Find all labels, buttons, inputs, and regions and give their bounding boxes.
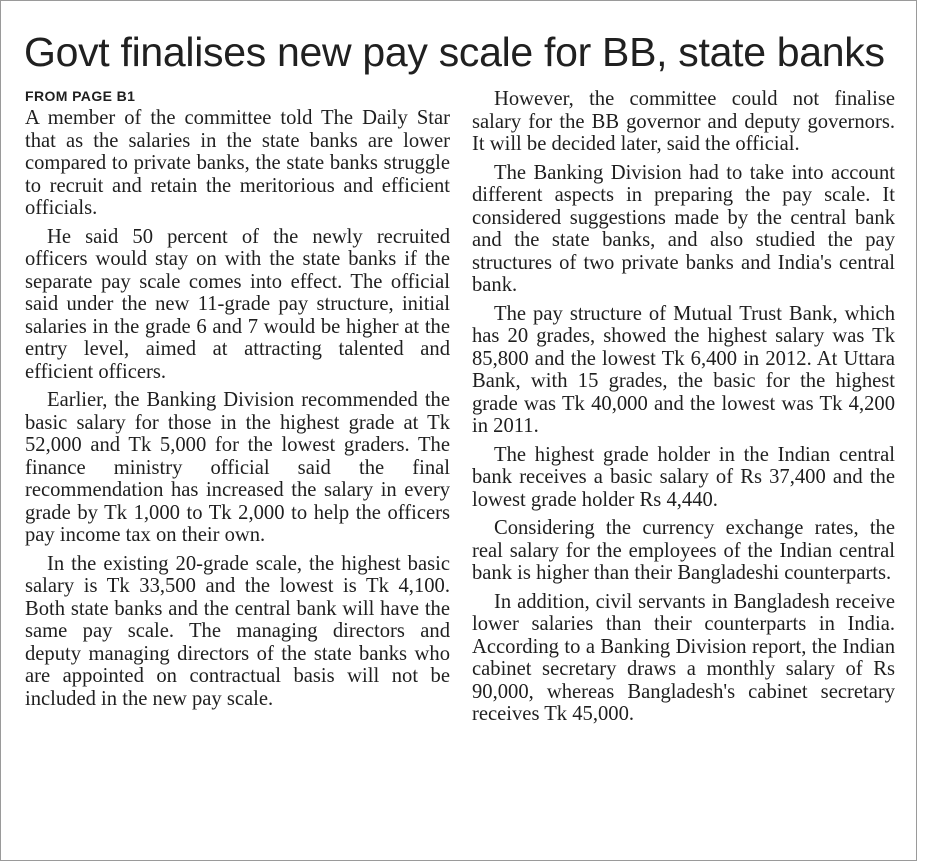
article-paragraph: Earlier, the Banking Division recommended the basic salary for those in the highest grade at Tk 52,000 and Tk 5,000 for the lowest graders. The finance ministry official said the final recommendation has increased the salary in every grade by Tk 1,000 to Tk 2,000 to help the officers pay income tax on their own. xyxy=(25,389,450,546)
article-column-left xyxy=(25,88,450,716)
article-paragraph: The highest grade holder in the Indian central bank receives a basic salary of Rs 37,400 and the lowest grade holder Rs 4,440. xyxy=(472,443,895,511)
article-paragraph: A member of the committee told The Daily Star that as the salaries in the state banks are lower compared to private banks, the state banks struggle to recruit and retain the meritorious and efficient officials. xyxy=(25,107,450,219)
article-paragraph: In the existing 20-grade scale, the highest basic salary is Tk 33,500 and the lowest is Tk 4,100. Both state banks and the central bank will have the same pay scale. The managing directors and deputy managing directors of the state banks who are appointed on contractual basis will not be included in the new pay scale. xyxy=(25,552,450,710)
article-column-right xyxy=(472,88,895,732)
article-paragraph: The pay structure of Mutual Trust Bank, which has 20 grades, showed the highest salary was Tk 85,800 and the lowest Tk 6,400 in 2012. At Uttara Bank, with 15 grades, the basic for the highest grade was Tk 40,000 and the lowest was Tk 4,200 in 2011. xyxy=(472,302,895,437)
article-paragraph: However, the committee could not finalise salary for the BB governor and deputy governors. It will be decided later, said the official. xyxy=(472,88,895,155)
article-headline: Govt finalises new pay scale for BB, state banks xyxy=(24,29,885,75)
continued-from-label: FROM PAGE B1 xyxy=(25,88,136,104)
article-paragraph: The Banking Division had to take into account different aspects in preparing the pay scale. It considered suggestions made by the central bank and the state banks, and also studied the pay structures of two private banks and India's central bank. xyxy=(472,161,895,296)
article-paragraph: Considering the currency exchange rates, the real salary for the employees of the Indian central bank is higher than their Bangladeshi counterparts. xyxy=(472,517,895,584)
article-paragraph: In addition, civil servants in Bangladesh receive lower salaries than their counterparts in India. According to a Banking Division report, the Indian cabinet secretary draws a monthly salary of Rs 90,000, whereas Bangladesh's cabinet secretary receives Tk 45,000. xyxy=(472,590,895,725)
article-paragraph: He said 50 percent of the newly recruited officers would stay on with the state banks if the separate pay scale comes into effect. The official said under the new 11-grade pay structure, initial salaries in the grade 6 and 7 would be higher at the entry level, aimed at attracting talented and efficient officers. xyxy=(25,225,450,383)
